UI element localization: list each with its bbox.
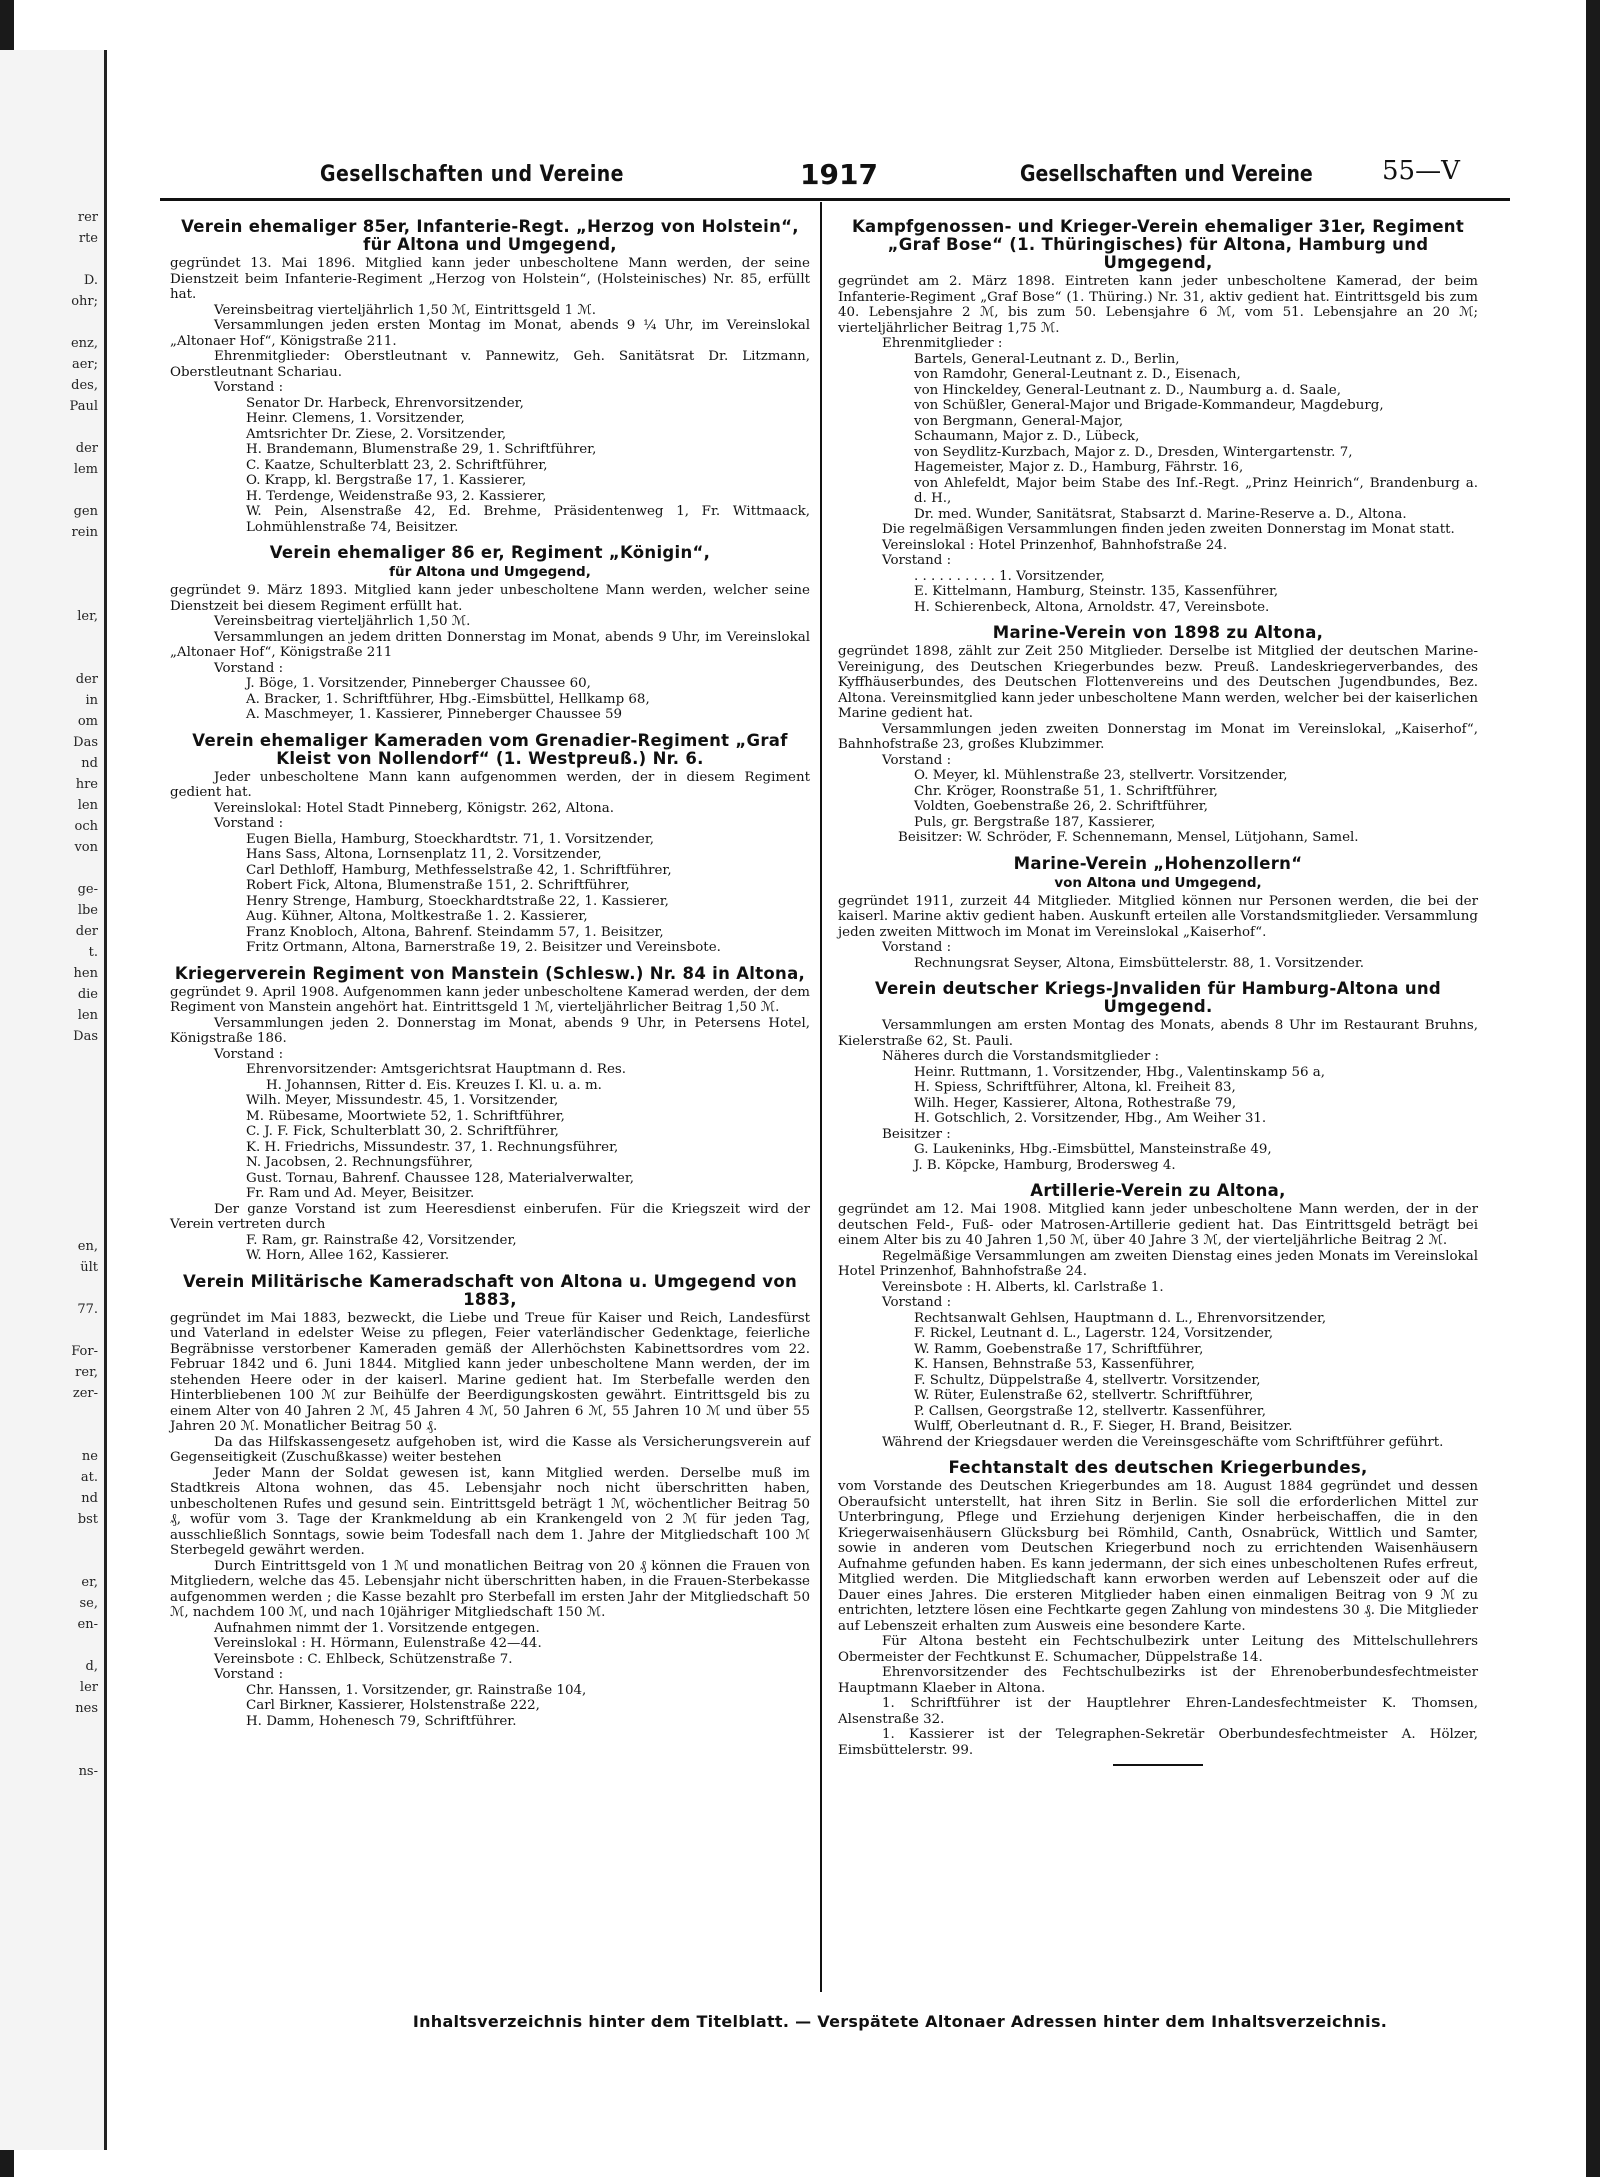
margin-fragment: 77. <box>77 1302 98 1317</box>
entry-text: 1. Schriftführer ist der Hauptlehrer Ehren-Landesfechtmeister K. Thomsen, Alsenstraße 32. <box>838 1696 1478 1727</box>
vorstand-label: Vorstand : <box>882 553 952 568</box>
vorstand-label: Vorstand : <box>214 1667 284 1682</box>
member-line: W. Rüter, Eulenstraße 62, stellvertr. Schriftführer, <box>914 1388 1254 1403</box>
entry-text: Durch Eintrittsgeld von 1 ℳ und monatlichen Beitrag von 20 ₰ können die Frauen von Mitgliedern, welche das 45. Lebensjahr nicht überschritten haben, in die Frauen-Sterbekasse aufgenommen werden ; die Kasse bezahlt pro Sterbefall im ersten Jahr der Mitgliedschaft 50 ℳ, nachdem 100 ℳ, und nach 10jähriger Mitgliedschaft 150 ℳ. <box>170 1558 810 1620</box>
member-line: von Hinckeldey, General-Leutnant z. D., Naumburg a. d. Saale, <box>914 382 1341 398</box>
entry-note: Der ganze Vorstand ist zum Heeresdienst einberufen. Für die Kriegszeit wird der Verein vertreten durch <box>170 1201 810 1232</box>
member-list <box>838 1065 1478 1127</box>
entry-title: Verein deutscher Kriegs-Jnvaliden für Hamburg-Altona und Umgegend. <box>874 979 1442 1016</box>
entry-text: Vereinsbote : H. Alberts, kl. Carlstraße 1. <box>882 1279 1164 1295</box>
margin-fragment: se, <box>79 1596 98 1611</box>
member-line: N. Jacobsen, 2. Rechnungsführer, <box>246 1155 473 1170</box>
right-column <box>838 212 1478 1775</box>
member-line: M. Rübesame, Moortwiete 52, 1. Schriftführer, <box>246 1108 565 1124</box>
margin-fragment: lem <box>73 462 98 477</box>
entry-text: Vereinslokal: Hotel Stadt Pinneberg, Königstr. 262, Altona. <box>214 800 614 816</box>
margin-fragment: rte <box>78 231 98 246</box>
header-right: Gesellschaften und Vereine <box>1020 162 1313 187</box>
end-rule <box>1113 1764 1203 1766</box>
entry-militaerische-kameradschaft <box>170 1273 810 1730</box>
member-list <box>170 1683 810 1730</box>
member-line: Wulff, Oberleutnant d. R., F. Sieger, H. Brand, Beisitzer. <box>914 1419 1293 1434</box>
margin-fragment: om <box>77 714 98 729</box>
header-year: 1917 <box>800 158 878 191</box>
member-line: W. Horn, Allee 162, Kassierer. <box>246 1248 450 1263</box>
margin-fragment: och <box>74 819 98 834</box>
member-line: Fr. Ram und Ad. Meyer, Beisitzer. <box>246 1186 475 1201</box>
member-list <box>838 569 1478 616</box>
margin-fragment: Paul <box>69 399 98 414</box>
member-line: O. Meyer, kl. Mühlenstraße 23, stellvertr. Vorsitzender, <box>914 768 1288 783</box>
member-line: H. Schierenbeck, Altona, Arnoldstr. 47, Vereinsbote. <box>914 599 1270 615</box>
margin-fragment: von <box>74 840 98 855</box>
margin-fragment: der <box>75 924 98 939</box>
member-line: von Seydlitz-Kurzbach, Major z. D., Dresden, Wintergartenstr. 7, <box>914 444 1353 460</box>
entry-note: Während der Kriegsdauer werden die Vereinsgeschäfte vom Schriftführer geführt. <box>882 1434 1444 1450</box>
entry-title: Marine-Verein „Hohenzollern“ <box>1013 853 1303 873</box>
entry-title: Verein ehemaliger Kameraden vom Grenadier-Regiment „Graf Kleist von Nollendorf“ (1. Westpreuß.) Nr. 6. <box>192 730 788 768</box>
member-line: Voldten, Goebenstraße 26, 2. Schriftführer, <box>914 799 1208 814</box>
entry-text: Da das Hilfskassengesetz aufgehoben ist, wird die Kasse als Versicherungsverein auf Gegenseitigkeit (Zuschußkasse) weiter bestehen <box>170 1434 810 1465</box>
member-line: von Ahlefeldt, Major beim Stabe des Inf.-Regt. „Prinz Heinrich“, Brandenburg a. d. H., <box>914 475 1478 506</box>
entry-grenadier-regiment <box>170 732 810 956</box>
vorstand-label: Vorstand : <box>214 660 284 676</box>
entry-kriegerverein-manstein <box>170 965 810 1264</box>
margin-fragment: d, <box>85 1659 98 1674</box>
entry-title: Verein Militärische Kameradschaft von Altona u. Umgegend von 1883, <box>182 1271 798 1309</box>
member-list <box>838 768 1478 830</box>
left-column <box>170 212 810 1738</box>
entry-text: gegründet 13. Mai 1896. Mitglied kann jeder unbescholtene Mann werden, der seine Dienstzeit beim Infanterie-Regiment „Herzog von Holstein“, (Holsteinisches) Nr. 85, erfüllt hat. <box>170 256 810 302</box>
vorstand-label: Vorstand : <box>214 380 284 395</box>
entry-title: Artillerie-Verein zu Altona, <box>1030 1181 1286 1200</box>
margin-fragment: er, <box>81 1575 98 1590</box>
page-number: 55—V <box>1382 156 1460 186</box>
entry-text: Versammlungen jeden ersten Montag im Monat, abends 9 ¼ Uhr, im Vereinslokal „Altonaer Hof“, Königstraße 211. <box>170 318 810 349</box>
margin-fragment: zer- <box>72 1386 98 1401</box>
entry-title: Fechtanstalt des deutschen Kriegerbundes, <box>948 1458 1368 1477</box>
margin-fragment: Das <box>73 1029 98 1044</box>
entry-subtitle: für Altona und Umgegend, <box>389 564 591 580</box>
member-line: A. Bracker, 1. Schriftführer, Hbg.-Eimsbüttel, Hellkamp 68, <box>246 691 650 707</box>
member-line: Rechnungsrat Seyser, Altona, Eimsbüttelerstr. 88, 1. Vorsitzender. <box>914 955 1365 971</box>
vorstand-label: Vorstand : <box>882 940 952 955</box>
member-line: O. Krapp, kl. Bergstraße 17, 1. Kassierer, <box>246 473 527 488</box>
member-line: . . . . . . . . . . 1. Vorsitzender, <box>914 568 1105 584</box>
entry-text: Aufnahmen nimmt der 1. Vorsitzende entgegen. <box>214 1620 540 1636</box>
entry-text: vom Vorstande des Deutschen Kriegerbundes am 18. August 1884 gegründet und dessen Oberaufsicht unterstellt, hat ihren Sitz in Berlin. Sie soll die erforderlichen Mittel zur Unterbringung, Pflege und Erziehung derjenigen Kinder herbeischaffen, die in den Kriegerwaisenhäusern Glücksburg bei Römhild, Canth, Osnabrück, Wittlich und Samter, sowie in anderen vom Deutschen Kriegerbund noch zu errichtenden Waisenhäusern Aufnahme gefunden haben. Es kann jedermann, der sich eines unbescholtenen Rufes erfreut, Mitglied werden. Die Mitgliedschaft kann erworben werden auf Lebenszeit oder auf die Dauer eines Jahres. Die ersteren Mitglieder haben einen einmaligen Beitrag von 9 ℳ zu entrichten, letztere lösen eine Fechtkarte gegen Zahlung von mindestens 30 ₰. Die Mitglieder auf Lebenszeit erhalten zum Ausweis eine besondere Karte. <box>838 1479 1478 1634</box>
margin-fragment: D. <box>83 273 98 288</box>
margin-fragment: der <box>75 672 98 687</box>
entry-artillerie-verein <box>838 1182 1478 1450</box>
member-line: Franz Knobloch, Altona, Bahrenf. Steindamm 57, 1. Beisitzer, <box>246 924 664 940</box>
margin-fragment: at. <box>80 1470 98 1485</box>
margin-fragment: die <box>77 987 98 1002</box>
member-line: F. Schultz, Düppelstraße 4, stellvertr. Vorsitzender, <box>914 1372 1261 1388</box>
column-divider <box>820 202 822 1992</box>
member-line: Wilh. Heger, Kassierer, Altona, Rothestraße 79, <box>914 1095 1237 1111</box>
member-line: Rechtsanwalt Gehlsen, Hauptmann d. L., Ehrenvorsitzender, <box>914 1310 1327 1326</box>
member-line: Henry Strenge, Hamburg, Stoeckhardtstraße 22, 1. Kassierer, <box>246 893 669 909</box>
member-line: K. H. Friedrichs, Missundestr. 37, 1. Rechnungsführer, <box>246 1139 619 1155</box>
member-line: F. Ram, gr. Rainstraße 42, Vorsitzender, <box>246 1232 517 1248</box>
entry-marine-verein-1898 <box>838 624 1478 846</box>
margin-fragment: nes <box>75 1701 98 1716</box>
page <box>160 150 1540 2080</box>
margin-fragment: t. <box>88 945 98 960</box>
entry-text: Für Altona besteht ein Fechtschulbezirk unter Leitung des Mittelschullehrers Obermeister der Fechtkunst E. Schumacher, Düppelstraße 14. <box>838 1634 1478 1665</box>
entry-text: Jeder unbescholtene Mann kann aufgenommen werden, der in diesem Regiment gedient hat. <box>170 769 810 800</box>
margin-fragment: nd <box>81 756 98 771</box>
margin-fragment: nd <box>81 1491 98 1506</box>
member-line: H. Terdenge, Weidenstraße 93, 2. Kassierer, <box>246 488 547 504</box>
member-line: G. Laukeninks, Hbg.-Eimsbüttel, Mansteinstraße 49, <box>914 1142 1272 1157</box>
entry-subtitle: von Altona und Umgegend, <box>1054 874 1262 891</box>
entry-text: Versammlungen jeden zweiten Donnerstag im Monat im Vereinslokal, „Kaiserhof“, Bahnhofstraße 23, großes Klubzimmer. <box>838 721 1478 752</box>
member-line: Eugen Biella, Hamburg, Stoeckhardtstr. 71, 1. Vorsitzender, <box>246 831 655 847</box>
entry-title: Kriegerverein Regiment von Manstein (Schlesw.) Nr. 84 in Altona, <box>174 963 806 983</box>
member-line: H. Brandemann, Blumenstraße 29, 1. Schriftführer, <box>246 442 597 457</box>
entry-text: gegründet am 2. März 1898. Eintreten kann jeder unbescholtene Kamerad, der beim Infanterie-Regiment „Graf Bose“ (1. Thüring.) Nr. 31, aktiv gedient hat. Eintrittsgeld bis zum 40. Lebensjahre 2 ℳ, bis zum 50. Lebensjahre 6 ℳ, vom 51. Lebensjahre an 20 ℳ; vierteljährlicher Beitrag 1,75 ℳ. <box>838 274 1478 336</box>
entry-kampfgenossen-31er <box>838 218 1478 615</box>
entry-verein-85er <box>170 218 810 535</box>
margin-fragment: aer; <box>71 357 98 372</box>
member-line: Dr. med. Wunder, Sanitätsrat, Stabsarzt d. Marine-Reserve a. D., Altona. <box>914 506 1407 522</box>
member-list <box>838 352 1478 523</box>
member-line: Chr. Kröger, Roonstraße 51, 1. Schriftführer, <box>914 783 1218 799</box>
running-header <box>160 150 1540 192</box>
member-line: H. Damm, Hohenesch 79, Schriftführer. <box>246 1713 517 1729</box>
member-line: Bartels, General-Leutnant z. D., Berlin, <box>914 351 1180 367</box>
margin-fragment: ohr; <box>71 294 98 309</box>
margin-fragment: ns- <box>78 1764 98 1779</box>
margin-fragment: ge- <box>77 882 98 897</box>
member-line: von Schüßler, General-Major und Brigade-Kommandeur, Magdeburg, <box>914 398 1384 413</box>
entry-marine-verein-hohenzollern <box>838 855 1478 972</box>
entry-text: 1. Kassierer ist der Telegraphen-Sekretär Oberbundesfechtmeister A. Hölzer, Eimsbüttelerstr. 99. <box>838 1727 1478 1758</box>
entry-text: Jeder Mann der Soldat gewesen ist, kann Mitglied werden. Derselbe muß im Stadtkreis Altona wohnen, das 45. Lebensjahr noch nicht überschritten haben, unbescholtenen Rufes und gesund sein. Eintrittsgeld beträgt 1 ℳ, wöchentlicher Beitrag 50 ₰, wofür vom 3. Tage der Krankmeldung ab ein Krankengeld von 2 ℳ für jeden Tag, ausschließlich Sonntags, sowie beim Todesfall nach dem 1. Jahre der Mitgliedschaft 100 ℳ Sterbegeld gewährt werden. <box>170 1465 810 1558</box>
entry-title: Kampfgenossen- und Krieger-Verein ehemaliger 31er, Regiment „Graf Bose“ (1. Thüringisches) für Altona, Hamburg und Umgegend, <box>851 217 1465 272</box>
member-list <box>838 956 1478 972</box>
margin-fragment: rein <box>71 525 98 540</box>
entry-text: gegründet 1898, zählt zur Zeit 250 Mitglieder. Derselbe ist Mitglied der deutschen Marine-Vereinigung, des Deutschen Kriegerbundes bezw. Preuß. Landeskriegerverbandes, des Kyffhäuserbundes, des Deutschen Flottenvereins und des Deutschen Jugendbundes, Bez. Altona. Vereinsmitglied kann jeder unbescholtene Mann werden, welcher bei der kaiserlichen Marine gedient hat. <box>838 644 1478 721</box>
entry-text: gegründet 1911, zurzeit 44 Mitglieder. Mitglied können nur Personen werden, die bei der kaiserl. Marine aktiv gedient haben. Auskunft erteilen alle Vorstandsmitglieder. Versammlung jeden zweiten Mittwoch im Monat im Vereinslokal „Kaiserhof“. <box>838 893 1478 940</box>
margin-fragment: ler, <box>77 609 98 624</box>
margin-fragment: rer <box>77 210 98 225</box>
entry-text: Die regelmäßigen Versammlungen finden jeden zweiten Donnerstag im Monat statt. <box>882 522 1455 537</box>
member-line: C. Kaatze, Schulterblatt 23, 2. Schriftführer, <box>246 457 548 473</box>
member-line: K. Hansen, Behnstraße 53, Kassenführer, <box>914 1357 1196 1372</box>
margin-fragment: bst <box>77 1512 98 1527</box>
member-line: J. Böge, 1. Vorsitzender, Pinneberger Chaussee 60, <box>246 676 591 691</box>
entry-text: Versammlungen jeden 2. Donnerstag im Monat, abends 9 Uhr, in Petersens Hotel, Königstraße 186. <box>170 1015 810 1046</box>
facing-page-margin <box>0 50 107 2150</box>
margin-fragment: Das <box>73 735 98 750</box>
member-line: Heinr. Clemens, 1. Vorsitzender, <box>246 411 465 426</box>
entry-title: Marine-Verein von 1898 zu Altona, <box>992 623 1324 642</box>
member-line: Heinr. Ruttmann, 1. Vorsitzender, Hbg., Valentinskamp 56 a, <box>914 1064 1326 1080</box>
entry-text: Ehrenvorsitzender des Fechtschulbezirks ist der Ehrenoberbundesfechtmeister Hauptmann Klaeber in Altona. <box>838 1665 1478 1696</box>
member-list <box>170 1062 810 1202</box>
margin-fragment: rer, <box>75 1365 98 1380</box>
scan-edge-right <box>1586 0 1600 2177</box>
member-line: A. Maschmeyer, 1. Kassierer, Pinneberger Chaussee 59 <box>246 707 623 722</box>
margin-fragment: des, <box>71 378 98 393</box>
entry-kriegs-invaliden <box>838 980 1478 1173</box>
member-line: C. J. F. Fick, Schulterblatt 30, 2. Schriftführer, <box>246 1124 559 1139</box>
entry-text: Vereinsbeitrag vierteljährlich 1,50 ℳ, Eintrittsgeld 1 ℳ. <box>214 302 596 318</box>
entry-text: gegründet 9. April 1908. Aufgenommen kann jeder unbescholtene Kamerad werden, der dem Regiment von Manstein angehört hat. Eintrittsgeld 1 ℳ, vierteljährlicher Beitrag 1,50 ℳ. <box>170 984 810 1015</box>
member-list <box>170 396 810 536</box>
member-list <box>170 1233 810 1264</box>
member-line: Carl Dethloff, Hamburg, Methfesselstraße 42, 1. Schriftführer, <box>246 862 672 878</box>
member-line: Chr. Hanssen, 1. Vorsitzender, gr. Rainstraße 104, <box>246 1682 587 1698</box>
entry-text: Versammlungen an jedem dritten Donnerstag im Monat, abends 9 Uhr, im Vereinslokal „Altonaer Hof“, Königstraße 211 <box>170 629 810 660</box>
margin-fragment: For- <box>71 1344 98 1359</box>
member-line: Wilh. Meyer, Missundestr. 45, 1. Vorsitzender, <box>246 1093 559 1108</box>
naeheres-label: Näheres durch die Vorstandsmitglieder : <box>882 1049 1160 1064</box>
entry-text: Versammlungen am ersten Montag des Monats, abends 8 Uhr im Restaurant Bruhns, Kielerstraße 62, St. Pauli. <box>838 1018 1478 1049</box>
margin-fragment: hen <box>73 966 98 981</box>
entry-text: Ehrenmitglieder: Oberstleutnant v. Pannewitz, Geh. Sanitätsrat Dr. Litzmann, Oberstleutnant Schariau. <box>170 349 810 380</box>
member-line: Amtsrichter Dr. Ziese, 2. Vorsitzender, <box>246 426 507 442</box>
member-line: E. Kittelmann, Hamburg, Steinstr. 135, Kassenführer, <box>914 584 1279 599</box>
entry-title: Verein ehemaliger 86 er, Regiment „Königin“, <box>269 543 711 562</box>
entry-text: Vereinslokal : Hotel Prinzenhof, Bahnhofstraße 24. <box>882 537 1228 553</box>
vorstand-label: Vorstand : <box>882 752 952 768</box>
entry-text: Vereinsbote : C. Ehlbeck, Schützenstraße 7. <box>214 1651 513 1667</box>
member-line: J. B. Köpcke, Hamburg, Brodersweg 4. <box>914 1157 1176 1173</box>
vorstand-label: Vorstand : <box>214 1046 284 1062</box>
member-line: H. Gotschlich, 2. Vorsitzender, Hbg., Am Weiher 31. <box>914 1111 1267 1126</box>
entry-verein-86er <box>170 544 810 723</box>
margin-fragment: len <box>77 1008 98 1023</box>
margin-fragment: len <box>77 798 98 813</box>
entry-text: gegründet im Mai 1883, bezweckt, die Liebe und Treue für Kaiser und Reich, Landesfürst und Vaterland in edelster Weise zu pflegen, Feier vaterländischer Gedenktage, feierliche Begräbnisse verstorbener Kameraden gemäß der Allerhöchsten Kabinettsordres vom 22. Februar 1842 und 6. Juni 1844. Mitglied kann jeder unbescholtene Mann werden, der im stehenden Heere oder in der kaiserl. Marine gedient hat. Im Sterbefalle werden den Hinterbliebenen 100 ℳ zur Beihülfe der Beerdigungskosten gewährt. Eintrittsgeld bis zu einem Alter von 40 Jahren 2 ℳ, 45 Jahren 4 ℳ, 50 Jahren 6 ℳ, 55 Jahren 10 ℳ und über 55 Jahren 20 ℳ. Monatlicher Beitrag 50 ₰. <box>170 1310 810 1434</box>
ehrenmitglieder-label: Ehrenmitglieder : <box>882 336 1003 351</box>
member-line: Fritz Ortmann, Altona, Barnerstraße 19, 2. Beisitzer und Vereinsbote. <box>246 940 721 955</box>
member-line: Aug. Kühner, Altona, Moltkestraße 1. 2. Kassierer, <box>246 909 588 924</box>
margin-fragment: hre <box>75 777 98 792</box>
member-line: Puls, gr. Bergstraße 187, Kassierer, <box>914 814 1156 830</box>
member-list <box>838 1311 1478 1435</box>
member-line: Hagemeister, Major z. D., Hamburg, Fährstr. 16, <box>914 460 1244 475</box>
margin-fragment: in <box>85 693 98 708</box>
member-list <box>170 832 810 956</box>
member-line: von Ramdohr, General-Leutnant z. D., Eisenach, <box>914 367 1241 382</box>
member-line: H. Spiess, Schriftführer, Altona, kl. Freiheit 83, <box>914 1080 1236 1095</box>
margin-fragment: ler <box>79 1680 98 1695</box>
margin-fragment: der <box>75 441 98 456</box>
page-footer: Inhaltsverzeichnis hinter dem Titelblatt. — Verspätete Altonaer Adressen hinter dem Inhaltsverzeichnis. <box>412 2012 1388 2031</box>
member-line: Gust. Tornau, Bahrenf. Chaussee 128, Materialverwalter, <box>246 1170 635 1186</box>
margin-fragment: ült <box>80 1260 98 1275</box>
beisitzer-label: Beisitzer : <box>882 1126 951 1142</box>
margin-fragment: ne <box>81 1449 98 1464</box>
entry-text: Vereinsbeitrag vierteljährlich 1,50 ℳ. <box>214 614 471 629</box>
member-line: H. Johannsen, Ritter d. Eis. Kreuzes I. Kl. u. a. m. <box>266 1077 602 1093</box>
entry-text: gegründet am 12. Mai 1908. Mitglied kann jeder unbescholtene Mann werden, der in der deutschen Feld-, Fuß- oder Matrosen-Artillerie gedient hat. Das Eintrittsgeld beträgt bei einem Alter bis zu 40 Jahren 1,50 ℳ, über 40 Jahre 3 ℳ, der vierteljährliche Beitrag 2 ℳ. <box>838 1202 1478 1248</box>
member-line: W. Ramm, Goebenstraße 17, Schriftführer, <box>914 1341 1204 1357</box>
member-line: Schaumann, Major z. D., Lübeck, <box>914 429 1140 444</box>
member-line: Senator Dr. Harbeck, Ehrenvorsitzender, <box>246 395 524 411</box>
entry-text: gegründet 9. März 1893. Mitglied kann jeder unbescholtene Mann werden, welcher seine Dienstzeit bei diesem Regiment erfüllt hat. <box>170 583 810 614</box>
margin-fragment: en- <box>77 1617 98 1632</box>
margin-fragment: en, <box>77 1239 98 1254</box>
header-rule <box>160 198 1510 201</box>
member-list <box>838 1142 1478 1173</box>
margin-fragment: gen <box>73 504 98 519</box>
entry-fechtanstalt <box>838 1459 1478 1766</box>
vorstand-label: Vorstand : <box>882 1295 952 1310</box>
vorstand-label: Vorstand : <box>214 816 284 831</box>
member-list <box>170 676 810 723</box>
entry-title: Verein ehemaliger 85er, Infanterie-Regt. „Herzog von Holstein“, für Altona und Umgegend, <box>181 217 799 254</box>
member-line: von Bergmann, General-Major, <box>914 413 1124 429</box>
beisitzer-line: Beisitzer: W. Schröder, F. Schennemann, Mensel, Lütjohann, Samel. <box>898 830 1359 845</box>
margin-fragment: enz, <box>70 336 98 351</box>
member-line: Ehrenvorsitzender: Amtsgerichtsrat Hauptmann d. Res. <box>246 1062 627 1077</box>
member-line: W. Pein, Alsenstraße 42, Ed. Brehme, Präsidentenweg 1, Fr. Wittmaack, Lohmühlenstraße 74, Beisitzer. <box>246 504 810 535</box>
member-line: F. Rickel, Leutnant d. L., Lagerstr. 124, Vorsitzender, <box>914 1326 1274 1341</box>
member-line: P. Callsen, Georgstraße 12, stellvertr. Kassenführer, <box>914 1403 1266 1419</box>
margin-fragment: lbe <box>77 903 98 918</box>
header-left: Gesellschaften und Vereine <box>320 162 624 187</box>
entry-text: Regelmäßige Versammlungen am zweiten Dienstag eines jeden Monats im Vereinslokal Hotel Prinzenhof, Bahnhofstraße 24. <box>838 1248 1478 1279</box>
entry-text: Vereinslokal : H. Hörmann, Eulenstraße 42—44. <box>214 1636 542 1651</box>
member-line: Robert Fick, Altona, Blumenstraße 151, 2. Schriftführer, <box>246 878 630 893</box>
member-line: Hans Sass, Altona, Lornsenplatz 11, 2. Vorsitzender, <box>246 847 602 862</box>
member-line: Carl Birkner, Kassierer, Holstenstraße 222, <box>246 1698 540 1713</box>
